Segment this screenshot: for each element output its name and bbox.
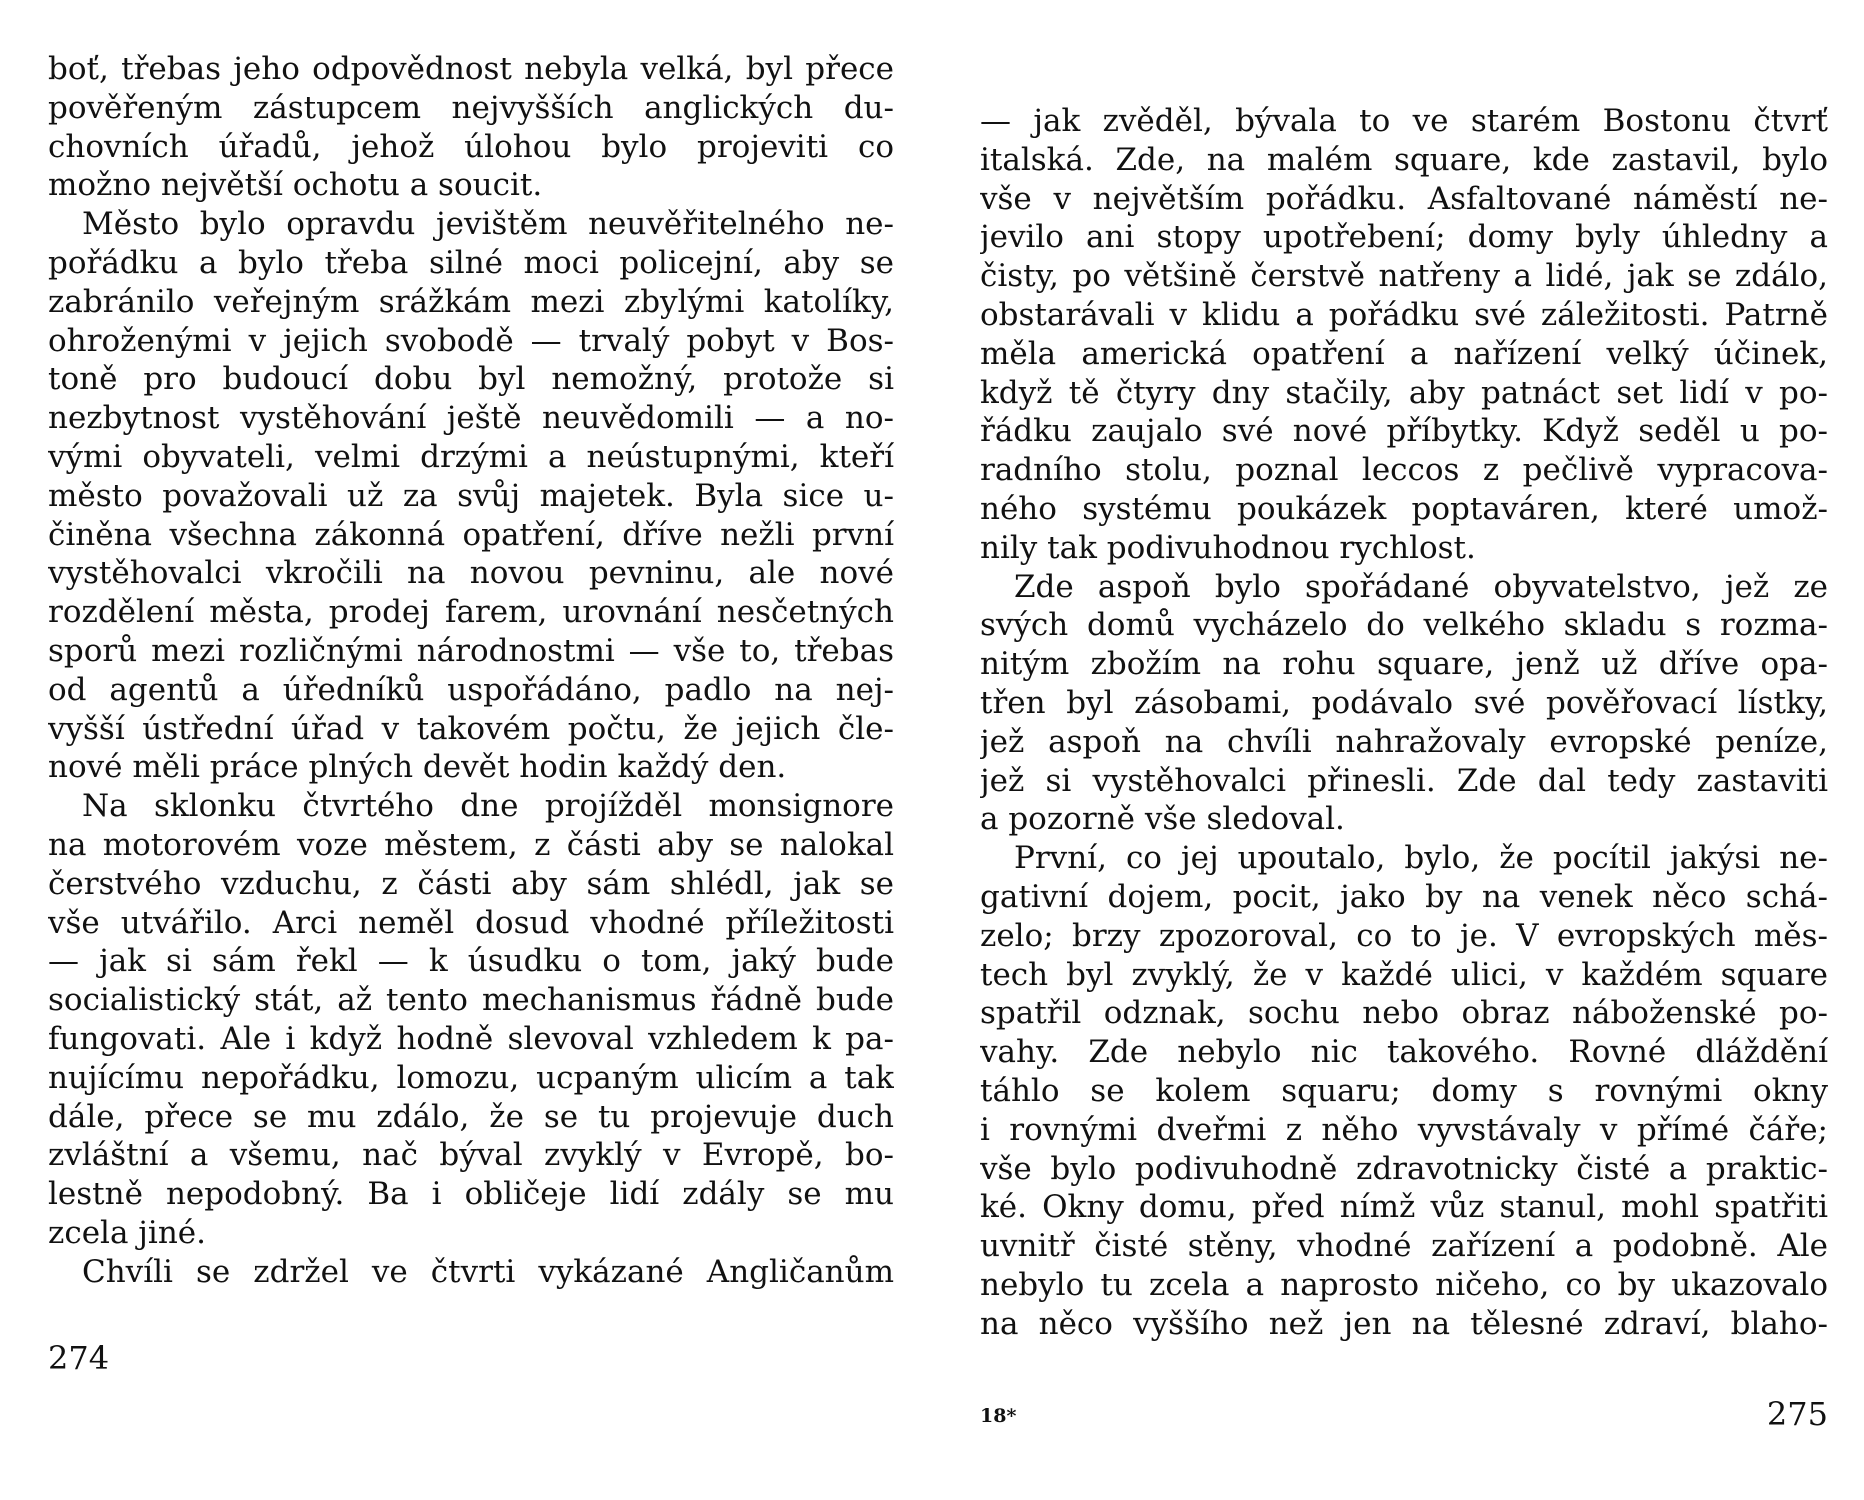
left-page-text bbox=[48, 50, 894, 1292]
right-page bbox=[980, 0, 1828, 1500]
text-line: nezbytnost vystěhování ještě neuvědomili — a no- bbox=[48, 400, 894, 437]
page-number-right: 275 bbox=[1766, 1395, 1828, 1433]
text-line: fungovati. Ale i když hodně slevoval vzhledem k pa- bbox=[48, 1020, 894, 1057]
text-line: nitým zbožím na rohu square, jenž už dříve opa- bbox=[980, 646, 1828, 683]
text-line: sporů mezi rozličnými národnostmi — vše to, třebas bbox=[48, 632, 894, 669]
text-line: vahy. Zde nebylo nic takového. Rovné dláždění bbox=[980, 1034, 1828, 1071]
text-line: možno největší ochotu a soucit. bbox=[48, 167, 543, 204]
text-line: nily tak podivuhodnou rychlost. bbox=[980, 529, 1476, 566]
text-line: uvnitř čisté stěny, vhodné zařízení a podobně. Ale bbox=[980, 1228, 1828, 1265]
text-line: vyšší ústřední úřad v takovém počtu, že jejich čle- bbox=[48, 710, 894, 747]
text-line: zvláštní a všemu, nač býval zvyklý v Evropě, bo- bbox=[48, 1137, 894, 1174]
text-line: ného systému poukázek poptaváren, které umož- bbox=[980, 490, 1828, 527]
text-line: První, co jej upoutalo, bylo, že pocítil jakýsi ne- bbox=[1014, 840, 1828, 877]
text-line: ké. Okny domu, před nímž vůz stanul, mohl spatřiti bbox=[980, 1189, 1828, 1226]
text-line: město považovali už za svůj majetek. Byla sice u- bbox=[48, 477, 894, 514]
text-line: zabránilo veřejným srážkám mezi zbylými katolíky, bbox=[48, 283, 894, 320]
text-line: na něco vyššího než jen na tělesné zdraví, blaho- bbox=[980, 1305, 1828, 1342]
text-line: jež aspoň na chvíli nahražovaly evropské peníze, bbox=[980, 723, 1828, 760]
text-line: čisty, po většině čerstvě natřeny a lidé, jak se zdálo, bbox=[980, 258, 1828, 295]
text-line: čerstvého vzduchu, z části aby sám shlédl, jak se bbox=[48, 865, 894, 902]
text-line: toně pro budoucí dobu byl nemožný, protože si bbox=[48, 361, 894, 398]
text-line: a pozorně vše sledoval. bbox=[980, 801, 1345, 838]
text-line: lestně nepodobný. Ba i obličeje lidí zdály se mu bbox=[48, 1176, 894, 1213]
text-line: řádku zaujalo své nové příbytky. Když seděl u po- bbox=[980, 413, 1828, 450]
text-line: — jak si sám řekl — k úsudku o tom, jaký bude bbox=[48, 943, 894, 980]
text-line: pořádku a bylo třeba silné moci policejní, aby se bbox=[48, 244, 894, 281]
text-line: třen byl zásobami, podávalo své pověřovací lístky, bbox=[980, 684, 1828, 721]
text-line: táhlo se kolem squaru; domy s rovnými okny bbox=[980, 1072, 1828, 1109]
text-line: zcela jiné. bbox=[48, 1214, 206, 1251]
text-line: gativní dojem, pocit, jako by na venek něco schá- bbox=[980, 878, 1828, 915]
text-line: nujícímu nepořádku, lomozu, ucpaným ulicím a tak bbox=[48, 1059, 894, 1096]
page-number-left: 274 bbox=[48, 1339, 110, 1377]
text-line: vše v největším pořádku. Asfaltované náměstí ne- bbox=[980, 180, 1828, 217]
left-page bbox=[48, 0, 894, 1500]
text-line: jež si vystěhovalci přinesli. Zde dal tedy zastaviti bbox=[980, 762, 1828, 799]
text-line: pověřeným zástupcem nejvyšších anglických du- bbox=[48, 89, 894, 126]
text-line: jevilo ani stopy upotřebení; domy byly úhledny a bbox=[980, 219, 1828, 256]
text-line: dále, přece se mu zdálo, že se tu projevuje duch bbox=[48, 1098, 894, 1135]
text-line: tech byl zvyklý, že v každé ulici, v každém square bbox=[980, 956, 1828, 993]
text-line: spatřil odznak, sochu nebo obraz náboženské po- bbox=[980, 995, 1828, 1032]
text-line: i rovnými dveřmi z něho vyvstávaly v přímé čáře; bbox=[980, 1111, 1828, 1148]
right-page-text bbox=[980, 102, 1828, 1344]
text-line: když tě čtyry dny stačily, aby patnáct set lidí v po- bbox=[980, 374, 1828, 411]
text-line: vystěhovalci vkročili na novou pevninu, ale nové bbox=[48, 555, 894, 592]
text-line: nové měli práce plných devět hodin každý den. bbox=[48, 749, 787, 786]
text-line: socialistický stát, až tento mechanismus řádně bude bbox=[48, 982, 894, 1019]
text-line: svých domů vycházelo do velkého skladu s rozma- bbox=[980, 607, 1828, 644]
text-line: zelo; brzy zpozoroval, co to je. V evropských měs- bbox=[980, 917, 1828, 954]
text-line: na motorovém voze městem, z části aby se nalokal bbox=[48, 826, 894, 863]
text-line: obstarávali v klidu a pořádku své záležitosti. Patrně bbox=[980, 296, 1828, 333]
text-line: od agentů a úředníků uspořádáno, padlo na nej- bbox=[48, 671, 894, 708]
text-line: italská. Zde, na malém square, kde zastavil, bylo bbox=[980, 141, 1828, 178]
text-line: ohroženými v jejich svobodě — trvalý pobyt v Bos- bbox=[48, 322, 894, 359]
text-line: Na sklonku čtvrtého dne projížděl monsignore bbox=[82, 788, 894, 825]
text-line: vše bylo podivuhodně zdravotnicky čisté a praktic- bbox=[980, 1150, 1828, 1187]
signature-mark: 18* bbox=[980, 1405, 1017, 1427]
text-line: boť, třebas jeho odpovědnost nebyla velká, byl přece bbox=[48, 51, 894, 87]
text-line: měla americká opatření a nařízení velký účinek, bbox=[980, 335, 1828, 372]
text-line: vše utvářilo. Arci neměl dosud vhodné příležitosti bbox=[48, 904, 894, 941]
text-line: — jak zvěděl, bývala to ve starém Bostonu čtvrť bbox=[980, 103, 1828, 139]
text-line: chovních úřadů, jehož úlohou bylo projeviti co bbox=[48, 128, 894, 165]
text-line: vými obyvateli, velmi drzými a neústupnými, kteří bbox=[48, 438, 894, 475]
text-line: Město bylo opravdu jevištěm neuvěřitelného ne- bbox=[82, 206, 894, 243]
text-line: rozdělení města, prodej farem, urovnání nesčetných bbox=[48, 594, 894, 631]
text-line: činěna všechna zákonná opatření, dříve nežli první bbox=[48, 516, 894, 553]
text-line: radního stolu, poznal leccos z pečlivě vypracova- bbox=[980, 452, 1828, 489]
text-line: nebylo tu zcela a naprosto ničeho, co by ukazovalo bbox=[980, 1266, 1828, 1303]
text-line: Chvíli se zdržel ve čtvrti vykázané Angličanům bbox=[82, 1253, 894, 1290]
text-line: Zde aspoň bylo spořádané obyvatelstvo, jež ze bbox=[1014, 568, 1828, 605]
